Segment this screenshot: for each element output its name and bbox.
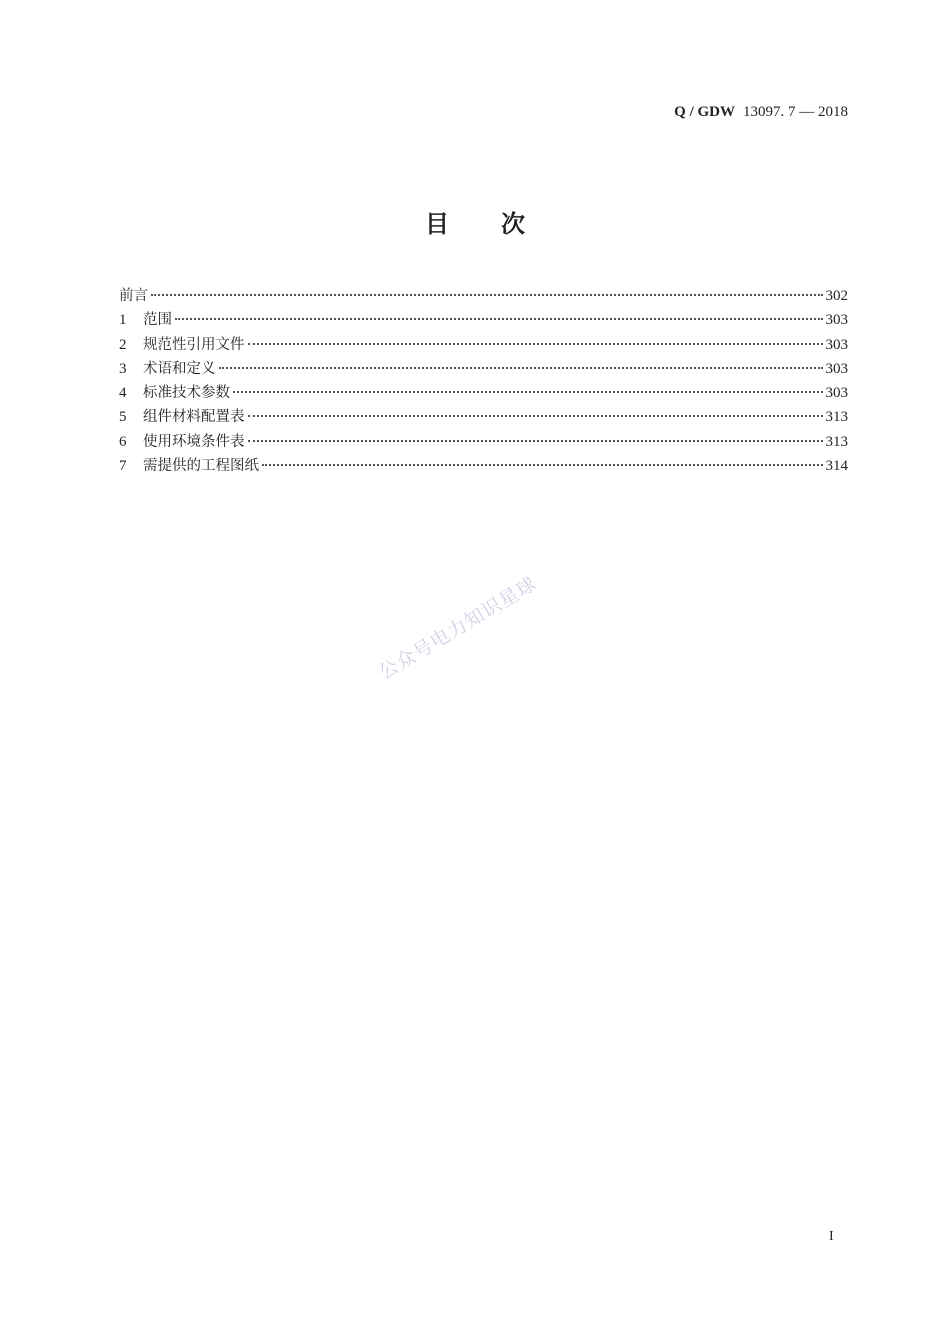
toc-page: 302 <box>825 288 848 304</box>
standard-prefix: Q / GDW <box>674 104 735 120</box>
toc-leader-dots <box>248 343 823 345</box>
watermark: 公众号电力知识星球 <box>375 572 541 685</box>
toc-page: 303 <box>825 312 848 329</box>
toc-page: 313 <box>825 409 848 426</box>
page-number: I <box>829 1229 834 1244</box>
toc-label: 术语和定义 <box>143 360 216 377</box>
title-char: 次 <box>501 210 525 238</box>
title-char: 目 <box>425 210 449 238</box>
toc-label: 范围 <box>143 312 172 329</box>
toc-label: 需提供的工程图纸 <box>143 458 259 475</box>
toc-number: 5 <box>119 409 127 426</box>
toc-number: 2 <box>119 336 127 353</box>
document-code <box>674 104 848 121</box>
toc-label: 规范性引用文件 <box>143 336 245 353</box>
toc-number: 6 <box>119 433 127 450</box>
toc-page: 303 <box>825 385 848 402</box>
toc-entry[interactable] <box>119 333 848 357</box>
toc-leader-dots <box>248 415 823 417</box>
toc-page: 314 <box>825 458 848 475</box>
toc-number: 7 <box>119 458 127 475</box>
toc-page: 303 <box>825 360 848 377</box>
toc-leader-dots <box>262 464 823 466</box>
standard-number: 13097. 7 — 2018 <box>743 104 848 120</box>
page-title <box>0 204 950 239</box>
toc-entry[interactable] <box>119 430 848 454</box>
toc-page: 303 <box>825 336 848 353</box>
toc-number: 1 <box>119 312 127 329</box>
toc-leader-dots <box>248 440 823 442</box>
toc-label: 标准技术参数 <box>143 385 230 402</box>
toc-entry[interactable] <box>119 284 848 308</box>
toc-entry[interactable] <box>119 381 848 405</box>
toc-page: 313 <box>825 433 848 450</box>
toc-number: 3 <box>119 360 127 377</box>
toc-label: 使用环境条件表 <box>143 433 245 450</box>
toc-number: 4 <box>119 385 127 402</box>
toc-entry[interactable] <box>119 454 848 478</box>
toc-leader-dots <box>233 391 823 393</box>
toc-leader-dots <box>219 367 823 369</box>
table-of-contents <box>119 284 848 478</box>
toc-label: 前言 <box>119 288 148 304</box>
toc-leader-dots <box>151 294 823 296</box>
toc-leader-dots <box>175 318 823 320</box>
toc-entry[interactable] <box>119 308 848 332</box>
toc-entry[interactable] <box>119 357 848 381</box>
toc-entry[interactable] <box>119 405 848 429</box>
toc-label: 组件材料配置表 <box>143 409 245 426</box>
